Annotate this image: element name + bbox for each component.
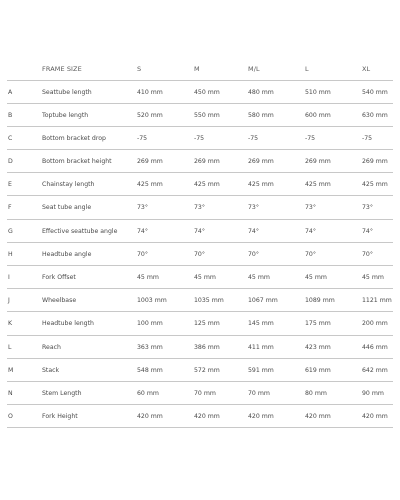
row-value-ml: 420 mm — [248, 413, 274, 421]
row-value-ml: 45 mm — [248, 274, 270, 281]
row-value-ml: 425 mm — [248, 181, 274, 189]
row-value-xl: 73° — [362, 204, 373, 212]
table-row — [7, 196, 393, 219]
row-letter: J — [8, 297, 10, 305]
table-row — [7, 81, 393, 104]
row-value-s: 410 mm — [137, 88, 163, 96]
row-value-xl: 425 mm — [362, 181, 388, 189]
row-value-m: 420 mm — [194, 413, 220, 421]
row-value-m: 74° — [194, 227, 205, 235]
row-value-l: 80 mm — [305, 389, 327, 397]
row-value-s: 548 mm — [137, 366, 163, 374]
row-value-ml: 70° — [248, 250, 259, 258]
row-value-xl: 642 mm — [362, 366, 388, 374]
row-value-s: 363 mm — [137, 343, 163, 351]
row-measurement-name: Reach — [42, 343, 61, 351]
table-row — [7, 336, 393, 359]
row-measurement-name: Toptube length — [42, 111, 89, 119]
table-row — [7, 104, 393, 127]
row-value-ml: 591 mm — [248, 366, 274, 374]
row-value-l: 600 mm — [305, 111, 331, 119]
row-value-s: -75 — [137, 134, 148, 142]
row-letter: B — [8, 111, 13, 119]
row-value-s: 70° — [137, 250, 148, 258]
row-value-xl: -75 — [362, 134, 373, 142]
row-value-s: 520 mm — [137, 111, 163, 119]
row-value-m: 125 mm — [194, 320, 220, 328]
row-value-m: 73° — [194, 204, 205, 212]
row-value-ml: -75 — [248, 134, 259, 142]
table-row — [7, 220, 393, 243]
row-value-l: 175 mm — [305, 320, 331, 328]
row-value-xl: 1121 mm — [362, 297, 392, 305]
row-value-xl: 45 mm — [362, 274, 384, 281]
row-value-l: 70° — [305, 250, 316, 258]
row-value-m: 450 mm — [194, 88, 220, 96]
row-measurement-name: Stack — [42, 366, 60, 374]
row-value-m: 45 mm — [194, 274, 216, 281]
row-value-m: 425 mm — [194, 181, 220, 189]
row-letter: C — [8, 134, 13, 142]
row-value-ml: 70 mm — [248, 389, 270, 397]
row-value-s: 100 mm — [137, 320, 163, 328]
table-row — [7, 127, 393, 150]
row-value-ml: 580 mm — [248, 111, 274, 119]
row-value-l: 73° — [305, 204, 316, 212]
row-measurement-name: Bottom bracket height — [42, 158, 112, 166]
row-value-s: 74° — [137, 227, 148, 235]
row-value-m: 70 mm — [194, 389, 216, 397]
table-row — [7, 243, 393, 266]
row-value-m: 572 mm — [194, 366, 220, 374]
row-value-xl: 269 mm — [362, 158, 388, 166]
row-value-l: 74° — [305, 227, 316, 235]
row-letter: N — [8, 389, 13, 397]
row-value-s: 420 mm — [137, 413, 163, 421]
row-value-l: -75 — [305, 134, 316, 142]
row-measurement-name: Chainstay length — [42, 181, 95, 189]
row-value-s: 425 mm — [137, 181, 163, 189]
row-measurement-name: Wheelbase — [42, 297, 77, 305]
header-size-m: M — [194, 65, 200, 73]
geometry-table — [7, 58, 393, 428]
row-letter: A — [8, 88, 13, 96]
row-value-ml: 73° — [248, 204, 259, 212]
row-value-s: 1003 mm — [137, 297, 167, 305]
row-measurement-name: Bottom bracket drop — [42, 134, 106, 142]
table-row — [7, 289, 393, 312]
row-measurement-name: Fork Offset — [42, 274, 76, 281]
row-measurement-name: Headtube length — [42, 320, 94, 328]
row-value-ml: 411 mm — [248, 343, 274, 351]
row-value-xl: 90 mm — [362, 389, 384, 397]
row-letter: O — [8, 413, 13, 421]
row-value-ml: 1067 mm — [248, 297, 278, 305]
table-row — [7, 173, 393, 196]
row-value-xl: 540 mm — [362, 88, 388, 96]
row-value-xl: 74° — [362, 227, 373, 235]
row-measurement-name: Seat tube angle — [42, 204, 92, 212]
header-size-l: L — [305, 65, 309, 73]
row-value-xl: 70° — [362, 250, 373, 258]
row-value-m: 70° — [194, 250, 205, 258]
table-body — [7, 81, 393, 429]
row-letter: F — [8, 204, 12, 212]
row-letter: I — [8, 274, 10, 281]
row-value-ml: 74° — [248, 227, 259, 235]
row-value-s: 269 mm — [137, 158, 163, 166]
row-value-m: 1035 mm — [194, 297, 224, 305]
row-letter: D — [8, 158, 13, 166]
header-size-s: S — [137, 65, 142, 73]
row-letter: H — [8, 250, 13, 258]
row-value-m: -75 — [194, 134, 205, 142]
row-value-m: 269 mm — [194, 158, 220, 166]
row-value-l: 619 mm — [305, 366, 331, 374]
row-measurement-name: Stem Length — [42, 389, 82, 397]
row-value-l: 420 mm — [305, 413, 331, 421]
header-size-xl: XL — [362, 65, 371, 73]
table-row — [7, 312, 393, 335]
row-value-xl: 630 mm — [362, 111, 388, 119]
row-value-s: 60 mm — [137, 389, 159, 397]
row-letter: M — [8, 366, 14, 374]
row-measurement-name: Headtube angle — [42, 250, 92, 258]
table-row — [7, 266, 393, 289]
table-row — [7, 405, 393, 428]
header-frame-size: FRAME SIZE — [42, 65, 82, 73]
row-value-l: 510 mm — [305, 88, 331, 96]
row-measurement-name: Effective seattube angle — [42, 227, 118, 235]
row-letter: L — [8, 343, 12, 351]
row-value-l: 425 mm — [305, 181, 331, 189]
row-value-s: 45 mm — [137, 274, 159, 281]
row-value-m: 386 mm — [194, 343, 220, 351]
row-value-xl: 446 mm — [362, 343, 388, 351]
row-value-l: 1089 mm — [305, 297, 335, 305]
row-letter: E — [8, 181, 12, 189]
row-letter: G — [8, 227, 13, 235]
row-value-ml: 269 mm — [248, 158, 274, 166]
table-row — [7, 359, 393, 382]
row-value-s: 73° — [137, 204, 148, 212]
row-value-l: 269 mm — [305, 158, 331, 166]
table-row — [7, 150, 393, 173]
header-size-ml: M/L — [248, 65, 260, 73]
row-value-xl: 420 mm — [362, 413, 388, 421]
row-value-l: 45 mm — [305, 274, 327, 281]
table-row — [7, 382, 393, 405]
row-measurement-name: Seattube length — [42, 88, 92, 96]
row-measurement-name: Fork Height — [42, 413, 78, 421]
row-value-ml: 480 mm — [248, 88, 274, 96]
row-value-l: 423 mm — [305, 343, 331, 351]
table-header-row — [7, 58, 393, 81]
row-value-m: 550 mm — [194, 111, 220, 119]
row-letter: K — [8, 320, 13, 328]
row-value-xl: 200 mm — [362, 320, 388, 328]
row-value-ml: 145 mm — [248, 320, 274, 328]
